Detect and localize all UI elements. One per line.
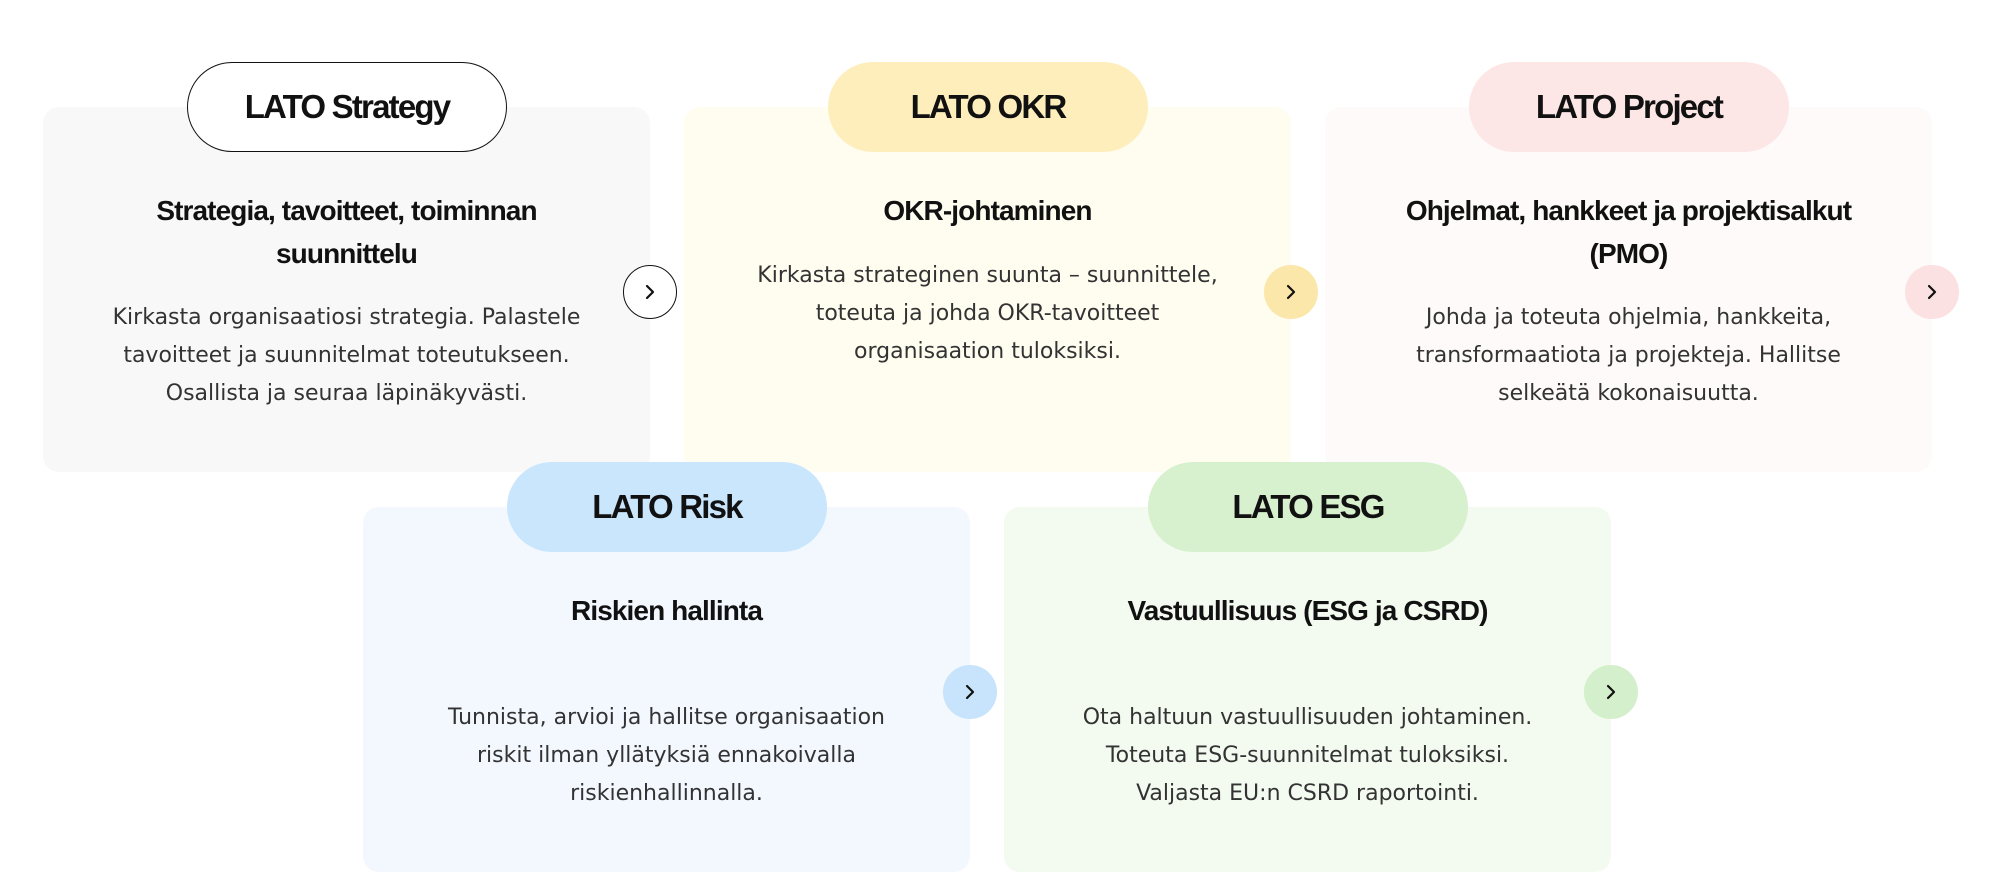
product-strategy <box>43 62 693 482</box>
product-badge-strategy[interactable] <box>187 62 507 152</box>
next-arrow-button[interactable] <box>1905 265 1959 319</box>
product-heading: Vastuullisuus (ESG ja CSRD) <box>1127 595 1488 626</box>
chevron-right-icon <box>1603 683 1619 701</box>
product-heading: OKR-johtaminen <box>883 195 1092 226</box>
product-heading: Strategia, tavoitteet, toiminnan suunnittelu <box>156 195 537 269</box>
product-risk <box>363 462 1013 879</box>
product-description: Kirkasta strateginen suunta – suunnittele, toteuta ja johda OKR-tavoitteet organisaation tuloksiksi. <box>757 263 1218 364</box>
product-okr <box>684 62 1334 482</box>
product-card-esg <box>1004 507 1611 872</box>
product-badge-label: LATO OKR <box>910 88 1066 125</box>
product-card-risk <box>363 507 970 872</box>
product-badge-project[interactable] <box>1469 62 1789 152</box>
product-heading: Ohjelmat, hankkeet ja projektisalkut (PMO) <box>1405 195 1852 269</box>
chevron-right-icon <box>1283 283 1299 301</box>
product-badge-okr[interactable] <box>828 62 1148 152</box>
product-badge-label: LATO Risk <box>592 488 742 525</box>
next-arrow-button[interactable] <box>943 665 997 719</box>
product-badge-risk[interactable] <box>507 462 827 552</box>
product-description: Ota haltuun vastuullisuuden johtaminen. Toteuta ESG-suunnitelmat tuloksiksi. Valjasta EU:n CSRD raportointi. <box>1082 705 1533 806</box>
chevron-right-icon <box>962 683 978 701</box>
next-arrow-button[interactable] <box>623 265 677 319</box>
product-project <box>1325 62 1975 482</box>
chevron-right-icon <box>1924 283 1940 301</box>
next-arrow-button[interactable] <box>1584 665 1638 719</box>
product-card-okr <box>684 107 1291 472</box>
product-description: Johda ja toteuta ohjelmia, hankkeita, transformaatiota ja projekteja. Hallitse selkeätä kokonaisuutta. <box>1416 305 1841 406</box>
product-badge-label: LATO Strategy <box>244 88 450 125</box>
product-badge-esg[interactable] <box>1148 462 1468 552</box>
product-badge-label: LATO ESG <box>1232 488 1384 525</box>
product-description: Tunnista, arvioi ja hallitse organisaation riskit ilman yllätyksiä ennakoivalla riskienhallinnalla. <box>448 705 885 806</box>
product-badge-label: LATO Project <box>1535 88 1723 125</box>
product-esg <box>1004 462 1654 879</box>
product-card-project <box>1325 107 1932 472</box>
product-description: Kirkasta organisaatiosi strategia. Palastele tavoitteet ja suunnitelmat toteutukseen. Osallista ja seuraa läpinäkyvästi. <box>112 305 581 406</box>
product-card-strategy <box>43 107 650 472</box>
chevron-right-icon <box>642 283 658 301</box>
product-heading: Riskien hallinta <box>571 595 762 626</box>
next-arrow-button[interactable] <box>1264 265 1318 319</box>
